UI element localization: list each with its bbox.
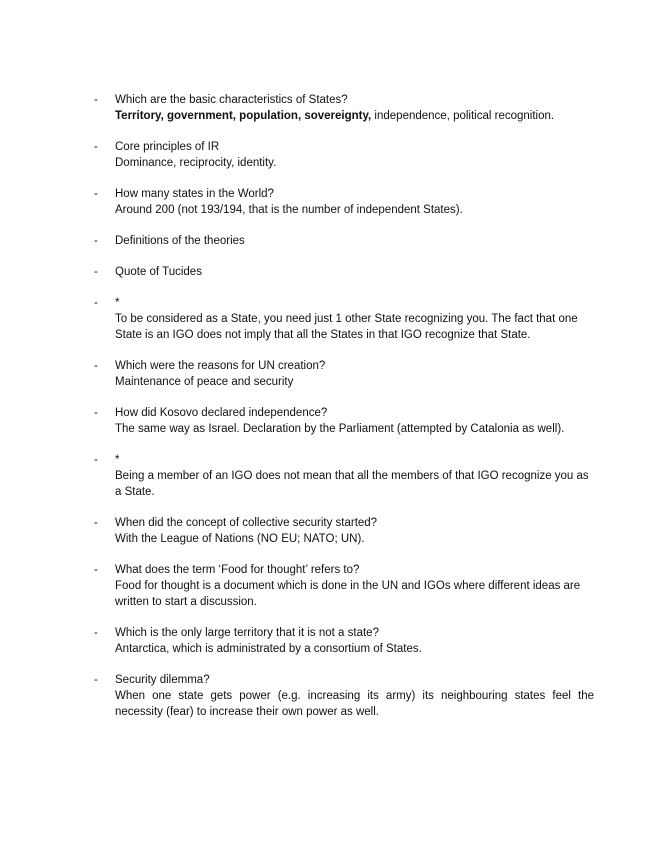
answer-text: Being a member of an IGO does not mean that all the members of that IGO recognize you as a State.: [115, 470, 589, 498]
question-text: Definitions of the theories: [115, 235, 245, 247]
answer-text: [115, 108, 594, 124]
list-bullet: -: [94, 564, 98, 576]
list-bullet: -: [94, 235, 98, 247]
list-item: [94, 515, 594, 547]
list-item: [94, 186, 594, 218]
answer-text: With the League of Nations (NO EU; NATO; UN).: [115, 533, 365, 545]
answer-bold-text: Territory, government, population, sovereignty,: [115, 110, 372, 122]
answer-text: Antarctica, which is administrated by a consortium of States.: [115, 643, 422, 655]
list-item: [94, 295, 594, 343]
answer-text: Around 200 (not 193/194, that is the number of independent States).: [115, 204, 463, 216]
question-text: Which is the only large territory that it is not a state?: [115, 627, 379, 639]
question-text: Core principles of IR: [115, 141, 220, 153]
question-text: When did the concept of collective security started?: [115, 517, 378, 529]
list-item: [94, 92, 594, 124]
answer-text: Dominance, reciprocity, identity.: [115, 157, 277, 169]
list-item: [94, 672, 594, 720]
list-item: [94, 264, 594, 280]
list-bullet: -: [94, 360, 98, 372]
list-item: [94, 625, 594, 657]
list-bullet: -: [94, 407, 98, 419]
answer-text: To be considered as a State, you need just 1 other State recognizing you. The fact that one State is an IGO does not imply that all the States in that IGO recognize that State.: [115, 313, 578, 341]
question-text: How many states in the World?: [115, 188, 274, 200]
question-list: [94, 92, 594, 735]
list-bullet: -: [94, 454, 98, 466]
list-bullet: -: [94, 674, 98, 686]
question-text: Which were the reasons for UN creation?: [115, 360, 326, 372]
list-bullet: -: [94, 266, 98, 278]
question-text: *: [115, 454, 120, 466]
list-item: [94, 358, 594, 390]
list-bullet: -: [94, 94, 98, 106]
question-text: Security dilemma?: [115, 674, 210, 686]
list-bullet: -: [94, 188, 98, 200]
answer-text: Food for thought is a document which is done in the UN and IGOs where different ideas are written to start a discussion.: [115, 580, 581, 608]
question-text: How did Kosovo declared independence?: [115, 407, 328, 419]
answer-text: When one state gets power (e.g. increasing its army) its neighbouring states feel the necessity (fear) to increase their own power as well.: [115, 690, 594, 718]
list-bullet: -: [94, 517, 98, 529]
list-bullet: -: [94, 627, 98, 639]
question-text: What does the term ‘Food for thought’ refers to?: [115, 564, 360, 576]
question-text: *: [115, 297, 120, 309]
question-text: Quote of Tucides: [115, 266, 202, 278]
list-bullet: -: [94, 141, 98, 153]
question-text: Which are the basic characteristics of States?: [115, 94, 348, 106]
list-item: [94, 452, 594, 500]
list-bullet: -: [94, 297, 98, 309]
answer-text: The same way as Israel. Declaration by the Parliament (attempted by Catalonia as well).: [115, 423, 565, 435]
list-item: [94, 139, 594, 171]
list-item: [94, 405, 594, 437]
list-item: [94, 562, 594, 610]
list-item: [94, 233, 594, 249]
answer-text: Maintenance of peace and security: [115, 376, 294, 388]
answer-regular-text: independence, political recognition.: [371, 110, 555, 122]
